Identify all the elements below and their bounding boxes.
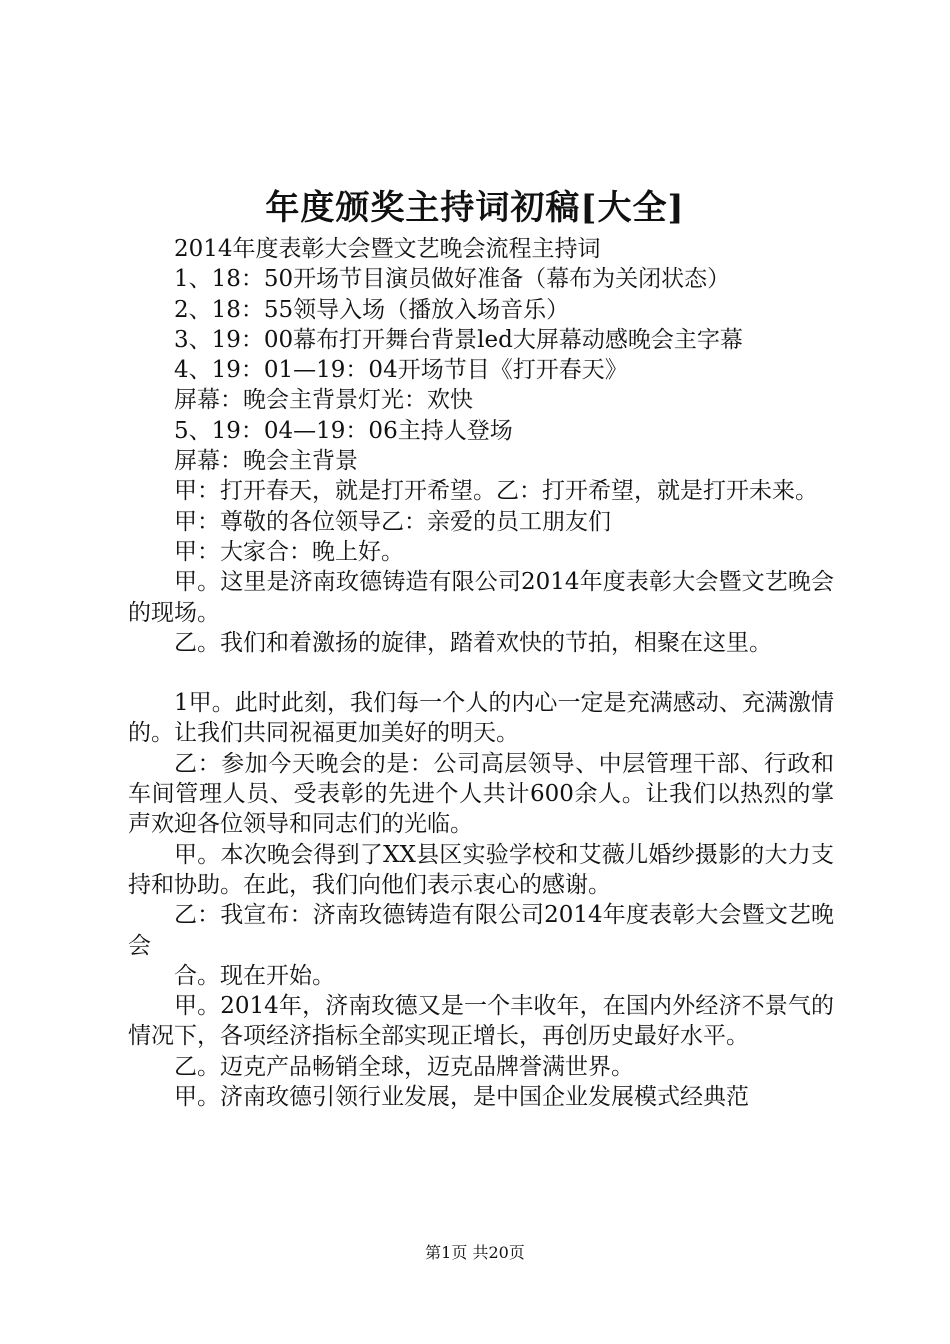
paragraph: 甲：打开春天，就是打开希望。乙：打开希望，就是打开未来。	[174, 478, 818, 505]
paragraph: 乙。我们和着激扬的旋律，踏着欢快的节拍，相聚在这里。	[174, 629, 772, 656]
paragraph: 甲。本次晚会得到了XX县区实验学校和艾薇儿婚纱摄影的大力支持和协助。在此，我们向他们表示衷心的感谢。	[128, 841, 834, 898]
paragraph: 2、18：55领导入场（播放入场音乐）	[174, 296, 570, 323]
paragraph: 2014年度表彰大会暨文艺晚会流程主持词	[174, 236, 601, 262]
paragraph: 屏幕：晚会主背景	[174, 448, 358, 475]
document-body	[128, 234, 834, 1112]
paragraph: 3、19：00幕布打开舞台背景led大屏幕动感晚会主字幕	[174, 326, 743, 353]
paragraph: 1甲。此时此刻，我们每一个人的内心一定是充满感动、充满激情的。让我们共同祝福更加美好的明天。	[128, 690, 834, 747]
paragraph: 甲。济南玫德引领行业发展，是中国企业发展模式经典范	[174, 1084, 749, 1111]
paragraph: 1、18：50开场节目演员做好准备（幕布为关闭状态）	[174, 266, 731, 293]
paragraph: 乙：我宣布：济南玫德铸造有限公司2014年度表彰大会暨文艺晚会	[128, 902, 834, 959]
paragraph: 屏幕：晚会主背景灯光：欢快	[174, 387, 473, 414]
paragraph: 4、19：01—19：04开场节目《打开春天》	[174, 357, 628, 384]
paragraph: 甲：大家合：晚上好。	[174, 538, 404, 565]
paragraph: 5、19：04—19：06主持人登场	[174, 417, 513, 444]
paragraph: 甲：尊敬的各位领导乙：亲爱的员工朋友们	[174, 508, 611, 535]
page-footer: 第1页 共20页	[425, 1243, 525, 1262]
page-title: 年度颁奖主持词初稿[大全]	[265, 188, 685, 228]
paragraph: 甲。这里是济南玫德铸造有限公司2014年度表彰大会暨文艺晚会的现场。	[128, 569, 834, 626]
paragraph: 乙：参加今天晚会的是：公司高层领导、中层管理干部、行政和车间管理人员、受表彰的先进个人共计600余人。让我们以热烈的掌声欢迎各位领导和同志们的光临。	[128, 750, 834, 838]
paragraph: 乙。迈克产品畅销全球，迈克品牌誉满世界。	[174, 1053, 634, 1080]
paragraph: 合。现在开始。	[174, 962, 335, 989]
paragraph: 甲。2014年，济南玫德又是一个丰收年，在国内外经济不景气的情况下，各项经济指标全部实现正增长，再创历史最好水平。	[128, 993, 834, 1050]
